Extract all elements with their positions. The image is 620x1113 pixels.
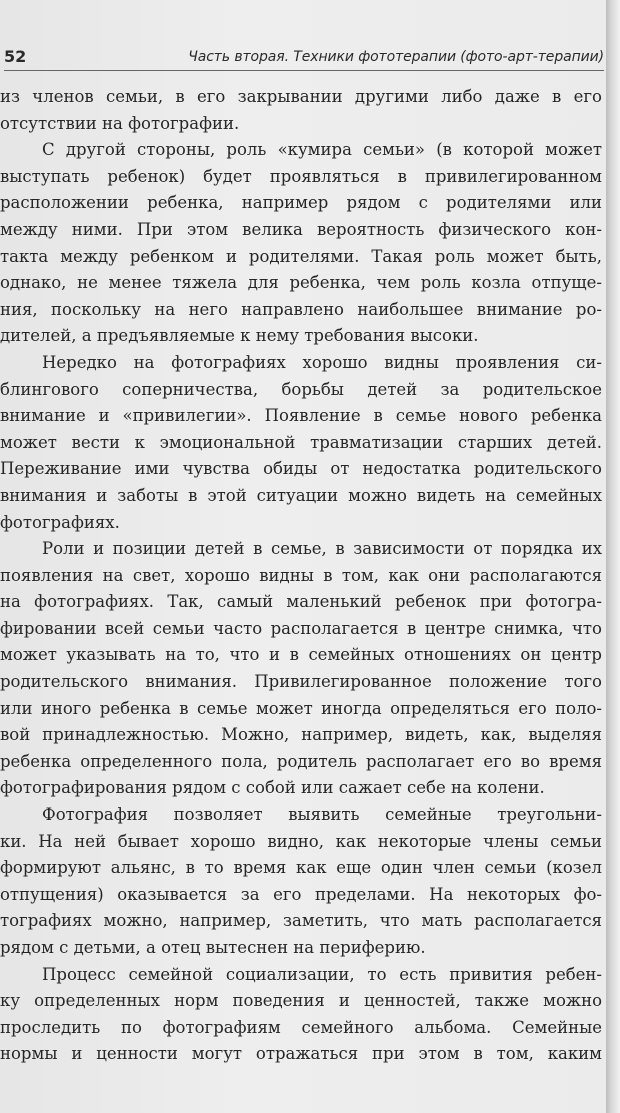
text-line: ния, поскольку на него направлено наибольшее внимание ро-: [0, 299, 602, 319]
text-line: ки. На ней бывает хорошо видно, как некоторые члены семьи: [0, 831, 602, 851]
text-line: С другой стороны, роль «кумира семьи» (в которой может: [42, 140, 602, 160]
text-line: отпущения) оказывается за его пределами. На некоторых фо-: [0, 884, 602, 904]
text-line: ку определенных норм поведения и ценностей, также можно: [0, 991, 602, 1011]
text-line: может указывать на то, что и в семейных отношениях он центр: [0, 645, 602, 665]
text-line: рядом с детьми, а отец вытеснен на периферию.: [0, 938, 426, 957]
text-line: вой принадлежностью. Можно, например, видеть, как, выделяя: [0, 725, 602, 745]
running-title: Часть вторая. Техники фототерапии (фото-арт-терапии): [188, 49, 604, 65]
text-line: проследить по фотографиям семейного альбома. Семейные: [0, 1017, 602, 1037]
text-line: такта между ребенком и родителями. Такая роль может быть,: [0, 246, 602, 266]
page-number: 52: [4, 47, 27, 66]
text-line: Фотография позволяет выявить семейные треугольни-: [42, 805, 602, 825]
text-line: выступать ребенок) будет проявляться в привилегированном: [0, 166, 602, 186]
text-line: между ними. При этом велика вероятность физического кон-: [0, 219, 602, 239]
text-line: из членов семьи, в его закрывании другими либо даже в его: [0, 87, 602, 106]
text-line: или иного ребенка в семье может иногда определяться его поло-: [0, 698, 602, 718]
text-line: Нередко на фотографиях хорошо видны проявления си-: [42, 352, 602, 372]
page-edge-shadow: [606, 0, 620, 1113]
body-text: [0, 84, 602, 1068]
text-line: на фотографиях. Так, самый маленький ребенок при фотогра-: [0, 592, 602, 612]
text-line: расположении ребенка, например рядом с родителями или: [0, 193, 602, 213]
text-line: может вести к эмоциональной травматизации старших детей.: [0, 432, 602, 452]
text-line: фотографирования рядом с собой или сажает себе на колени.: [0, 778, 545, 798]
text-line: появления на свет, хорошо видны в том, как они располагаются: [0, 565, 602, 585]
page-header: [4, 44, 604, 70]
text-line: отсутствии на фотографии.: [0, 113, 240, 133]
text-line: нормы и ценности могут отражаться при этом в том, каким: [0, 1044, 602, 1064]
text-line: Роли и позиции детей в семье, в зависимости от порядка их: [42, 539, 602, 559]
text-line: фировании всей семьи часто располагается в центре снимка, что: [0, 618, 602, 638]
text-line: дителей, а предъявляемые к нему требования высоки.: [0, 326, 479, 346]
text-line: ребенка определенного пола, родитель располагает его во время: [0, 751, 602, 771]
text-line: Процесс семейной социализации, то есть привития ребен-: [42, 964, 602, 984]
text-line: тографиях можно, например, заметить, что мать располагается: [0, 911, 602, 931]
header-divider: [4, 70, 604, 71]
text-line: фотографиях.: [0, 512, 120, 532]
text-line: блингового соперничества, борьбы детей за родительское: [0, 379, 602, 399]
text-line: родительского внимания. Привилегированное положение того: [0, 672, 602, 692]
text-line: однако, не менее тяжела для ребенка, чем роль козла отпуще-: [0, 273, 602, 293]
text-line: Переживание ими чувства обиды от недостатка родительского: [0, 459, 602, 479]
text-line: формируют альянс, в то время как еще один член семьи (козел: [0, 858, 602, 878]
text-line: внимание и «привилегии». Появление в семье нового ребенка: [0, 406, 602, 426]
text-line: внимания и заботы в этой ситуации можно видеть на семейных: [0, 485, 602, 505]
